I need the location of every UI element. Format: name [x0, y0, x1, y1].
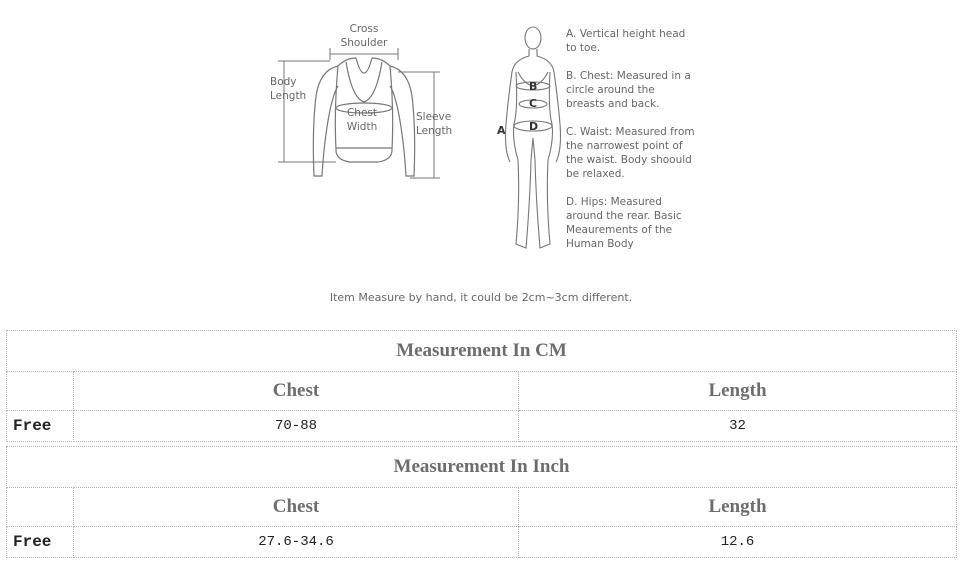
- letter-a: A: [497, 124, 506, 137]
- measure-note: Item Measure by hand, it could be 2cm~3cm different.: [329, 291, 633, 304]
- length-value: 12.6: [519, 527, 957, 558]
- column-header-length: Length: [519, 488, 957, 527]
- row-label: Free: [7, 527, 74, 558]
- column-header-chest: Chest: [74, 372, 519, 411]
- table-row: [7, 527, 957, 558]
- chest-width-label: Chest Width: [346, 107, 378, 133]
- letter-b: B: [529, 80, 538, 93]
- body-figure: [506, 27, 561, 248]
- header-empty-cell: [7, 488, 74, 527]
- table-title: Measurement In CM: [7, 331, 957, 372]
- table-row: [7, 411, 957, 442]
- chest-value: 27.6-34.6: [74, 527, 519, 558]
- body-length-label: Body Length: [270, 76, 307, 102]
- definition-d: D. Hips: Measured around the rear. Basic Meaurements of the Human Body: [566, 196, 682, 250]
- letter-c: C: [529, 97, 538, 110]
- column-header-chest: Chest: [74, 488, 519, 527]
- chest-value: 70-88: [74, 411, 519, 442]
- measurement-table-inch: [6, 446, 957, 558]
- table-title: Measurement In Inch: [7, 447, 957, 488]
- sleeve-length-label: Sleeve Length: [416, 111, 453, 137]
- letter-d: D: [529, 120, 539, 133]
- row-label: Free: [7, 411, 74, 442]
- definition-b: B. Chest: Measured in a circle around the breasts and back.: [566, 70, 691, 110]
- header-empty-cell: [7, 372, 74, 411]
- column-header-length: Length: [519, 372, 957, 411]
- cross-shoulder-label: Cross Shoulder: [340, 23, 388, 49]
- length-value: 32: [519, 411, 957, 442]
- measurement-table-cm: [6, 330, 957, 442]
- measurement-definitions: [566, 27, 696, 265]
- definition-c: C. Waist: Measured from the narrowest point of the waist. Body shoould be relaxed.: [566, 126, 695, 180]
- definition-a: A. Vertical height head to toe.: [566, 28, 686, 54]
